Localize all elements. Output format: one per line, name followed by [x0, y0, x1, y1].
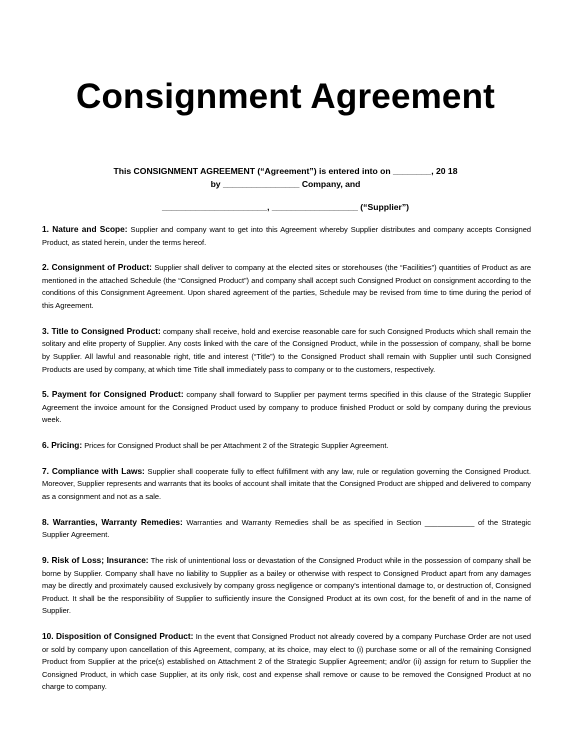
clause-heading: 5. Payment for Consigned Product:	[42, 389, 184, 400]
clause-payment	[42, 388, 531, 427]
clause-text: company shall forward to Supplier per payment terms specified in this clause of the Strategic Supplier Agreement the invoice amount for the Consigned Product used by company to produce finished Product or sold by company during the previous week.	[42, 390, 531, 425]
clause-heading: 9. Risk of Loss; Insurance:	[42, 554, 149, 565]
clause-heading: 2. Consignment of Product:	[42, 262, 152, 273]
clause-list	[42, 223, 531, 706]
clause-compliance-with-laws	[42, 465, 531, 504]
intro-line-agreement-date: This CONSIGNMENT AGREEMENT (“Agreement”) is entered into on ________, 20 18	[113, 166, 458, 176]
clause-warranties	[42, 516, 531, 542]
clause-text: In the event that Consigned Product not already covered by a company Purchase Order are not used or sold by company upon cancellation of this Agreement, company, at its choice, may elect to (i) purchase some or all of the remaining Consigned Product from Supplier at the price(s) established on Attachment 2 of the Strategic Supplier Agreement; and/or (ii) assign for return to Supplier the Consigned Product, in which case Supplier, at its only risk, cost and expense shall remove or cause to be removed the Consigned Product at no charge to company.	[42, 632, 531, 692]
clause-text: Supplier shall deliver to company at the elected sites or storehouses (the “Facilities”) quantities of Product as are mentioned in the attached Schedule (the “Consigned Product”) and company shall accept such Consigned Product on consignment according to the conditions of this Consignment Agreement. Upon shared agreement of the parties, Schedule may be revised from time to time during the period of this Agreement.	[42, 263, 531, 311]
intro-line-company: by ________________ Company, and	[210, 179, 361, 189]
clause-text: Supplier and company want to get into this Agreement whereby Supplier distributes and company accepts Consigned Product, as stated herein, under the terms hereof.	[42, 225, 531, 247]
clause-heading: 6. Pricing:	[42, 440, 83, 451]
clause-nature-and-scope	[42, 223, 531, 249]
document-title: Consignment Agreement	[75, 77, 496, 116]
clause-heading: 7. Compliance with Laws:	[42, 465, 145, 476]
clause-text: The risk of unintentional loss or devastation of the Consigned Product while in the possession of company shall be borne by Supplier. Company shall have no liability to Supplier as a bailey or otherwise with respect to Consigned Product apart from any damages may be directly and proximately caused exclusively by company gross negligence or company’s intentional damage to, or destruction of, Consigned Product. It shall be the responsibility of Supplier to sufficiently insure the Consigned Product at its own cost, for the benefit of and in the name of Supplier.	[42, 555, 531, 616]
clause-disposition	[42, 630, 531, 694]
clause-risk-of-loss	[42, 554, 531, 618]
clause-consignment-of-product	[42, 261, 531, 312]
clause-text: Warranties and Warranty Remedies shall be as specified in Section ____________ of the Strategic Supplier Agreement.	[42, 517, 531, 540]
clause-title-to-consigned-product	[42, 325, 531, 376]
clause-heading: 3. Title to Consigned Product:	[42, 325, 161, 336]
clause-heading: 10. Disposition of Consigned Product:	[42, 631, 194, 641]
clause-text: Prices for Consigned Product shall be per Attachment 2 of the Strategic Supplier Agreement.	[82, 441, 389, 451]
clause-heading: 1. Nature and Scope:	[42, 224, 128, 234]
intro-line-supplier: ______________________, __________________ (“Supplier”)	[161, 202, 410, 212]
clause-heading: 8. Warranties, Warranty Remedies:	[42, 516, 183, 527]
clause-text: Supplier shall cooperate fully to effect fulfillment with any law, rule or regulation governing the Consigned Product. Moreover, Supplier represents and warrants that its books of account shall imitate that the Consigned Product are shipped and delivered to company as a consignment and not as a sale.	[42, 466, 532, 501]
clause-text: company shall receive, hold and exercise reasonable care for such Consigned Products which shall remain the solitary and elite property of Supplier. Any costs linked with the care of the Consigned Product, while in the possession of company, shall be borne by Supplier. All lawful and reasonable right, title and interest (“Title”) to the Consigned Product shall remain with Supplier until such Consigned Products are used by company, at which time Title shall immediately pass to company or to the customers, respectively.	[42, 326, 532, 374]
clause-pricing	[42, 439, 531, 453]
